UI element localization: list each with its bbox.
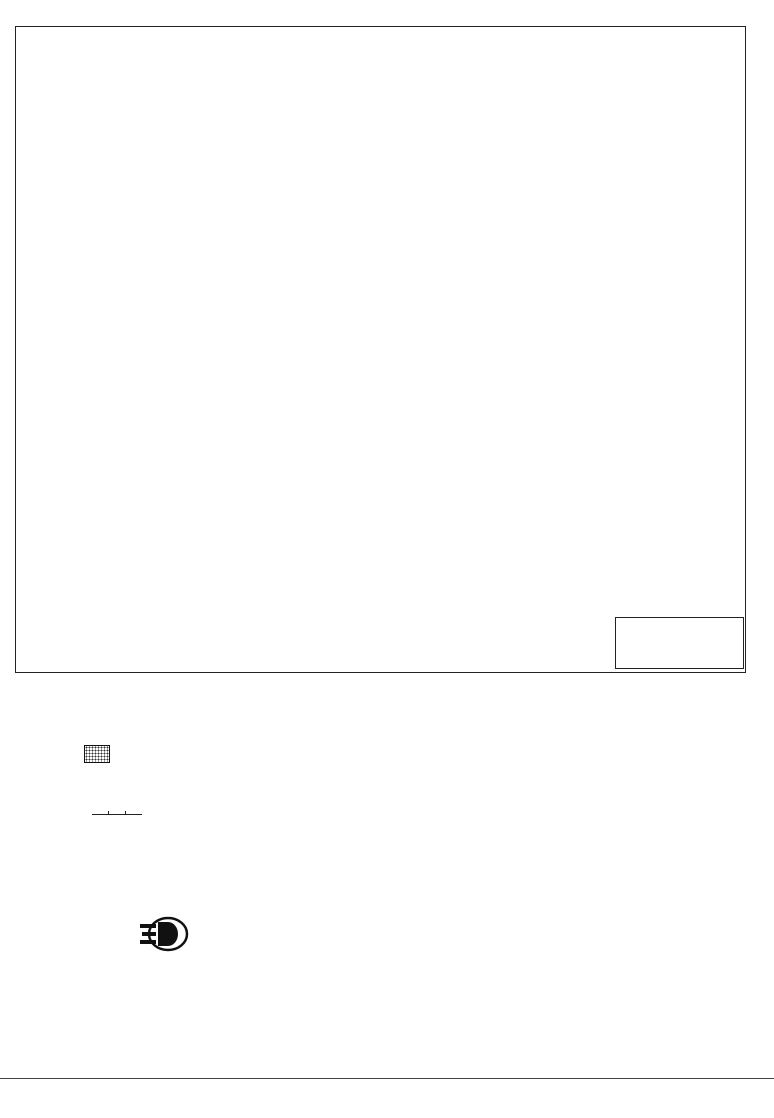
description-block bbox=[345, 740, 675, 746]
area-legend-swatch bbox=[84, 745, 110, 763]
dscc-logo-icon bbox=[138, 914, 190, 954]
map-drawing bbox=[16, 27, 745, 672]
col-header-m bbox=[109, 811, 126, 815]
scale-bar bbox=[140, 1004, 620, 1034]
col-header-p bbox=[126, 811, 143, 815]
coordinates-table bbox=[92, 811, 142, 815]
cadastro-box bbox=[615, 617, 744, 669]
cadastral-map bbox=[15, 26, 746, 673]
coordinates-header-row bbox=[92, 811, 142, 815]
footer bbox=[0, 1078, 774, 1118]
col-header-no bbox=[92, 811, 109, 815]
